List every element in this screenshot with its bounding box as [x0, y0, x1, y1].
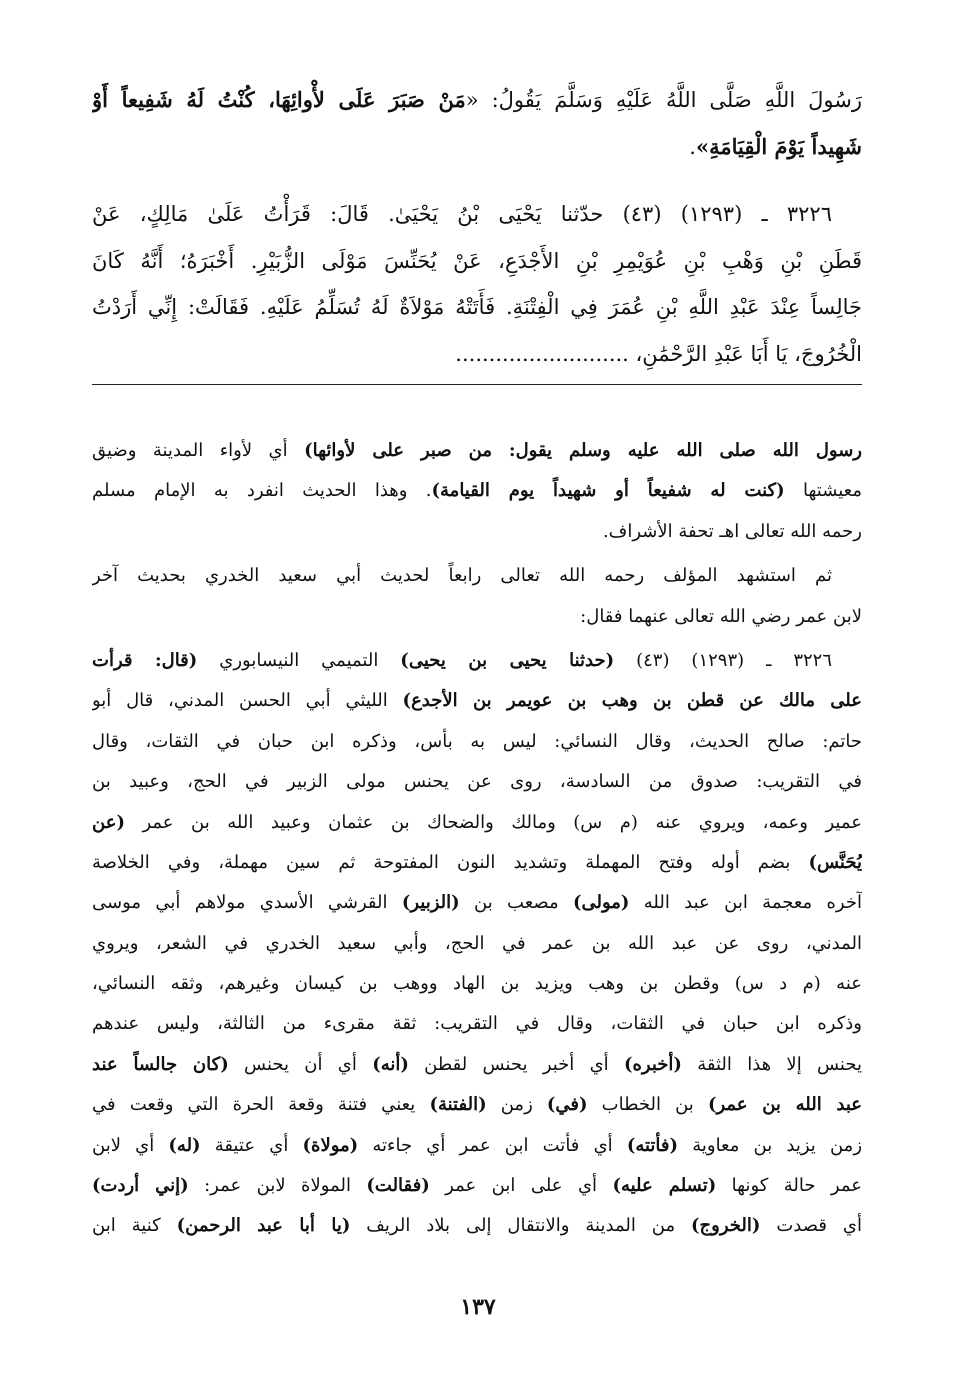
text-line: [92, 1004, 862, 1044]
text-line: [92, 762, 862, 802]
text-segment: بن الخطاب: [587, 1094, 708, 1116]
text-line: [92, 641, 862, 681]
text-line: [92, 1085, 862, 1125]
text-line: [92, 331, 862, 378]
text-line: [92, 597, 862, 637]
text-segment: أي لأواء المدينة وضيق: [92, 440, 305, 461]
page-number: ١٣٧: [460, 1294, 496, 1320]
bold-quoted-text: (كنت له شفيعاً أو شهيداً يوم القيامة): [431, 480, 785, 502]
bold-quoted-text: (الخروج): [691, 1215, 761, 1237]
bold-quoted-text: (كان جالساً عند: [92, 1053, 229, 1075]
text-line: [92, 238, 862, 285]
bold-quoted-text: يُحَنَّس): [808, 851, 862, 873]
text-segment: . وهذا الحديث انفرد به الإمام مسلم: [92, 480, 432, 502]
text-line: [92, 722, 862, 762]
text-segment: رَسُولَ اللَّهِ صَلَّى اللَّهُ عَلَيْهِ وَسَلَّمَ يَقُولُ: «: [465, 88, 862, 112]
text-line: [92, 1166, 862, 1206]
text-segment: أي قصدت: [760, 1215, 862, 1237]
text-segment: الليثي أبي الحسن المدني، قال أبو: [92, 690, 403, 712]
bold-quoted-text: عبد الله بن عمر): [707, 1094, 862, 1116]
text-segment: أي فأتت ابن عمر أي جاءته: [358, 1134, 627, 1156]
bold-quoted-text: (مولاة): [302, 1134, 359, 1156]
text-line: [92, 1126, 862, 1166]
bold-quoted-text: (يا أبا عبد الرحمن): [176, 1215, 351, 1237]
bold-quoted-text: (إني أردت): [92, 1175, 189, 1197]
bold-quoted-text: (فقالت): [366, 1175, 430, 1197]
text-line: [92, 924, 862, 964]
text-segment: أي لابن: [92, 1134, 169, 1156]
text-segment: وذكره ابن حبان في الثقات، وقال في التقريب: ثقة مقرىء من الثالثة، وليس عندهم: [92, 1013, 862, 1035]
text-line: [92, 191, 862, 238]
text-line: [92, 431, 862, 471]
text-line: [92, 883, 862, 923]
bold-quoted-text: على مالك عن قطن بن وهب بن عويمر بن الأجدع): [402, 690, 862, 712]
bold-quoted-text: (له): [168, 1134, 201, 1156]
text-segment: عمير وعمه، ويروي عنه (م س) ومالك والضحاك بن عثمان وعبيد الله بن عمر: [124, 811, 862, 833]
text-segment: .: [689, 134, 696, 159]
bold-quoted-text: مَنْ صَبَرَ عَلَى لأْوائِهَا، كُنْتُ لَهُ شَفِيعاً أَوْ: [92, 87, 466, 112]
bold-quoted-text: (حدثنا يحيى بن يحيى): [400, 649, 615, 671]
text-line: [92, 124, 862, 171]
text-line: [92, 803, 862, 843]
text-segment: المولاة لابن عمر:: [188, 1175, 367, 1197]
text-line: [92, 1045, 862, 1085]
text-segment: آخره معجمة ابن عبد الله: [629, 892, 862, 914]
text-line: [92, 512, 862, 552]
commentary-text: [92, 431, 862, 1247]
text-segment: أي عتيقة: [200, 1134, 303, 1156]
bold-quoted-text: شَهِيداً يَوْمَ الْقِيَامَةِ»: [695, 133, 862, 159]
text-segment: في التقريب: صدوق من السادسة، روى عن يحنس مولى الزبير في الحج، وعبيد بن: [92, 771, 862, 793]
text-line: [92, 843, 862, 883]
text-segment: أي أخبر يحنس لقطن: [408, 1053, 624, 1075]
text-segment: التميمي النيسابوري: [197, 649, 401, 671]
bold-quoted-text: (الفتنة): [429, 1094, 487, 1116]
text-segment: كنية ابن: [92, 1215, 177, 1237]
bold-quoted-text: (الزبير): [401, 892, 460, 914]
footnote-divider: [92, 384, 862, 385]
text-segment: من المدينة والانتقال إلى بلاد الريف: [350, 1215, 692, 1237]
text-segment: حاتم: صالح الحديث، وقال النسائي: ليس به بأس، وذكره ابن حبان في الثقات، وقال: [92, 730, 862, 752]
text-segment: ثم استشهد المؤلف رحمه الله تعالى رابعاً لحديث أبي سعيد الخدري بحديث آخر: [92, 565, 832, 587]
text-line: [92, 964, 862, 1004]
text-segment: عمر حالة كونها: [716, 1175, 862, 1197]
text-segment: مصعب بن: [459, 892, 573, 914]
text-segment: جَالِساً عِنْدَ عَبْدِ اللَّهِ بْنِ عُمَرَ فِي الْفِتْنَةِ. فَأَتَتْهُ مَوْلاَةٌ لَهُ تُسَلِّمُ عَلَيْهِ. فَقَالَتْ: إِنِّي أَرَدْتُ: [92, 295, 862, 319]
text-line: [92, 556, 862, 596]
text-segment: يعني فتنة وقعة الحرة التي وقعت في: [92, 1094, 430, 1116]
text-segment: لابن عمر رضي الله تعالى عنهما فقال:: [580, 605, 862, 627]
text-segment: زمن: [486, 1094, 547, 1116]
bold-quoted-text: (مولى): [572, 892, 630, 914]
text-segment: المدني، روى عن عبد الله بن عمر في الحج، وأبي سعيد الخدري في الشعر، ويروي: [92, 932, 862, 954]
text-segment: ٣٢٢٦ ـ (١٢٩٣) (٤٣): [614, 649, 832, 671]
text-line: [92, 284, 862, 331]
bold-quoted-text: (أخبره): [623, 1053, 682, 1075]
text-segment: رحمه الله تعالى اهـ تحفة الأشراف.: [602, 520, 862, 542]
text-line: [92, 471, 862, 511]
text-segment: قَطَنِ بْنِ وَهْبِ بْنِ عُوَيْمِرِ بْنِ الأَجْدَعِ، عَنْ يُحَنِّسَ مَوْلَى الزُّبَيْرِ. أَخْبَرَهُ؛ أَنَّهُ كَانَ: [92, 248, 862, 273]
bold-quoted-text: رسول الله صلى الله عليه وسلم يقول: من صبر على لأوائها): [304, 440, 862, 461]
bold-quoted-text: (فأتته): [626, 1134, 679, 1156]
text-segment: الْخُرُوجَ، يَا أَبَا عَبْدِ الرَّحْمَٰنِ، ..........................: [455, 341, 862, 366]
text-segment: زمن يزيد بن معاوية: [678, 1134, 862, 1156]
text-segment: بضم أوله وفتح المهملة وتشديد النون المفتوحة ثم سين مهملة، وفي الخلاصة: [92, 851, 809, 873]
bold-quoted-text: (تسلم عليه): [612, 1175, 717, 1197]
hadith-text: [92, 77, 862, 377]
bold-quoted-text: (قال: قرأت: [92, 649, 198, 671]
text-segment: ٣٢٢٦ ـ (١٢٩٣) (٤٣) حدّثنا يَحْيَى بْنُ يَحْيَىٰ. قَالَ: قَرَأْتُ عَلَىٰ مَالِكٍ، عَنْ: [92, 202, 832, 226]
text-segment: أي على ابن عمر: [429, 1175, 613, 1197]
bold-quoted-text: (في): [546, 1094, 588, 1116]
text-segment: يحنس إلا هذا الثقة: [681, 1053, 862, 1075]
text-segment: عنه (م د س) وقطن بن وهب ويزيد بن الهاد ووهب بن كيسان وغيرهم، وثقه النسائي،: [92, 973, 862, 995]
text-line: [92, 1206, 862, 1246]
bold-quoted-text: (عن: [92, 811, 125, 833]
text-segment: أي أن يحنس: [228, 1053, 373, 1075]
text-line: [92, 681, 862, 721]
text-segment: القرشي الأسدي مولاهم أبي موسى: [92, 892, 402, 914]
bold-quoted-text: (أنه): [372, 1053, 409, 1075]
text-line: [92, 77, 862, 124]
text-segment: معيشتها: [784, 480, 862, 502]
